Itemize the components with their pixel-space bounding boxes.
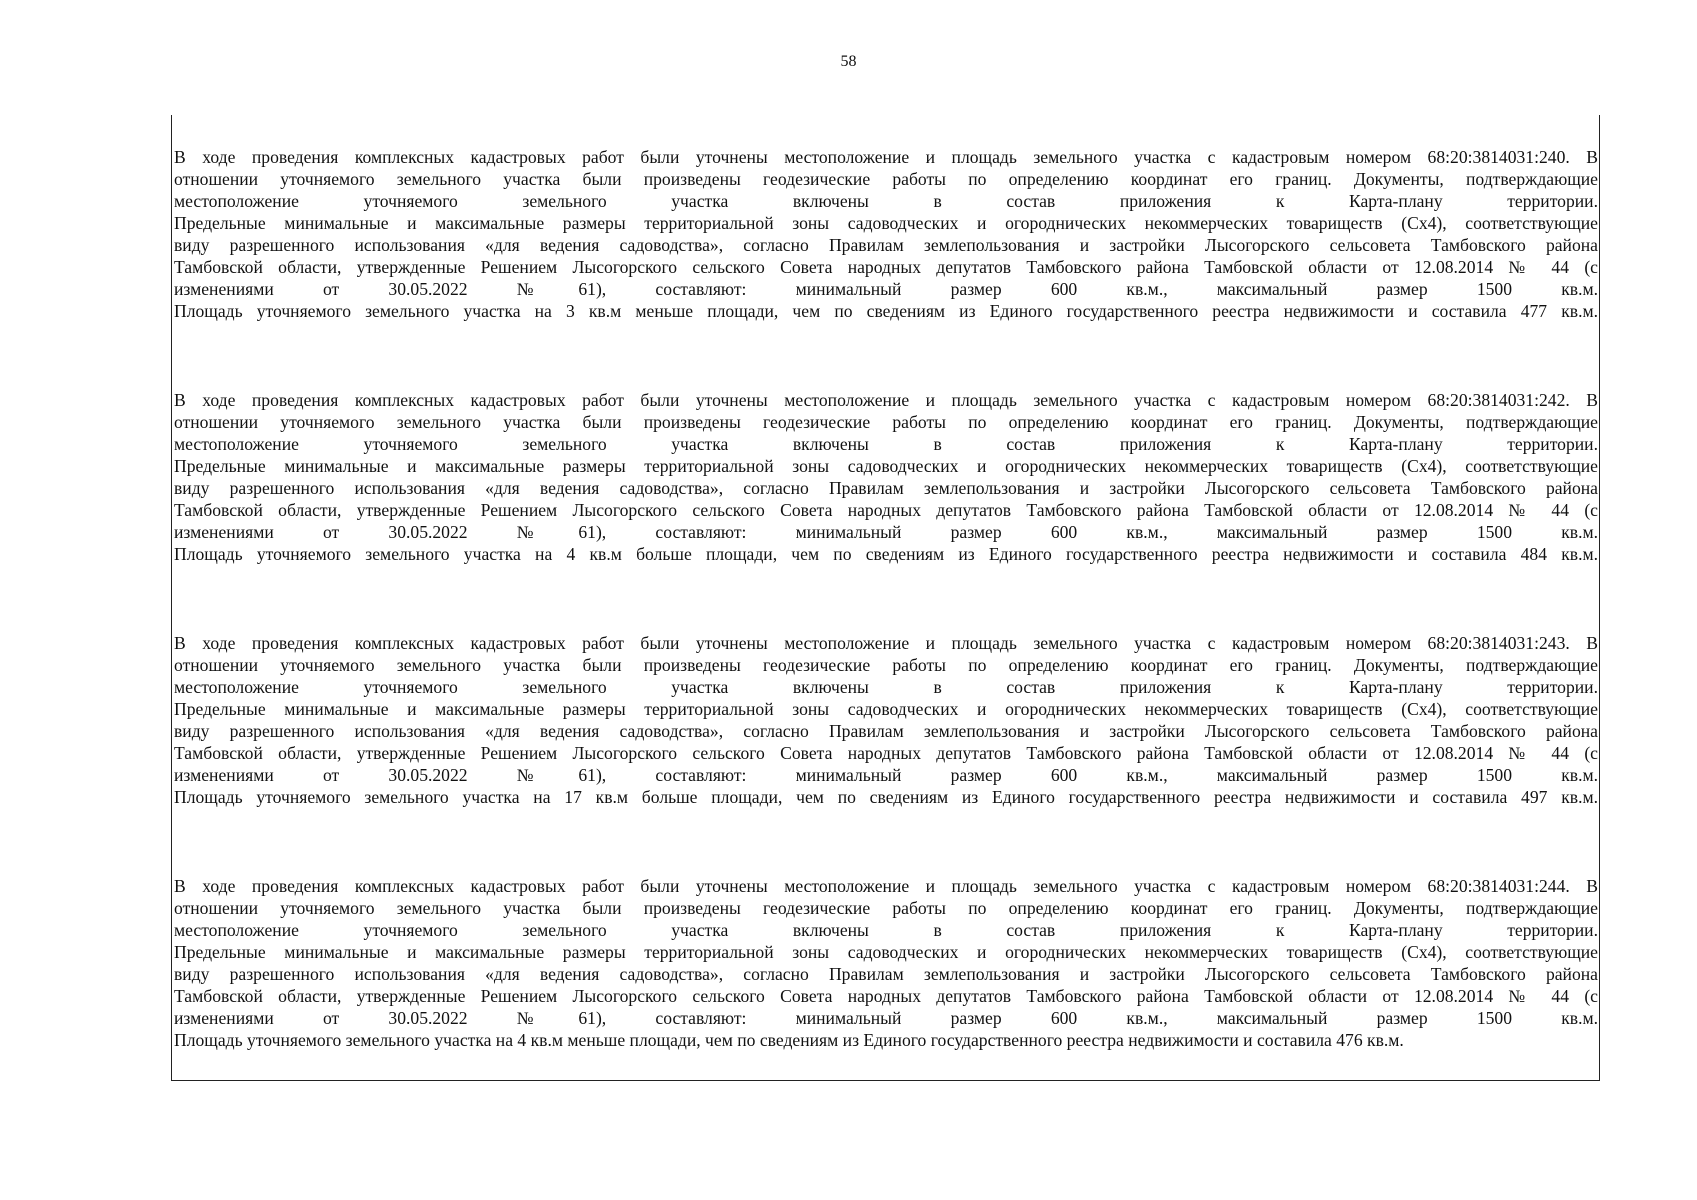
- paragraph-line: местоположение уточняемого земельного участка включены в состав приложения к Карта-плану территории.: [174, 920, 1598, 940]
- paragraph-line: отношении уточняемого земельного участка были произведены геодезические работы по определению координат его границ. Документы, подтверждающие: [174, 169, 1598, 189]
- paragraph-line: Площадь уточняемого земельного участка на 17 кв.м больше площади, чем по сведениям из Единого государственного реестра недвижимости и составила 497 кв.м.: [174, 787, 1598, 807]
- paragraph-line: отношении уточняемого земельного участка были произведены геодезические работы по определению координат его границ. Документы, подтверждающие: [174, 412, 1598, 432]
- paragraph-line: виду разрешенного использования «для ведения садоводства», согласно Правилам землепользования и застройки Лысогорского сельсовета Тамбовского района: [174, 235, 1598, 255]
- paragraph-line: В ходе проведения комплексных кадастровых работ были уточнены местоположение и площадь земельного участка с кадастровым номером 68:20:3814031:243. В: [174, 633, 1598, 653]
- page-number: 58: [840, 53, 857, 70]
- paragraph-line: В ходе проведения комплексных кадастровых работ были уточнены местоположение и площадь земельного участка с кадастровым номером 68:20:3814031:242. В: [174, 390, 1598, 410]
- paragraph-line: Тамбовской области, утвержденные Решением Лысогорского сельского Совета народных депутатов Тамбовского района Тамбовской области от 12.08.2014 № 44 (с: [174, 986, 1598, 1006]
- paragraph-line: виду разрешенного использования «для ведения садоводства», согласно Правилам землепользования и застройки Лысогорского сельсовета Тамбовского района: [174, 721, 1598, 741]
- paragraph-line: отношении уточняемого земельного участка были произведены геодезические работы по определению координат его границ. Документы, подтверждающие: [174, 655, 1598, 675]
- paragraph-line: отношении уточняемого земельного участка были произведены геодезические работы по определению координат его границ. Документы, подтверждающие: [174, 898, 1598, 918]
- paragraph-line: виду разрешенного использования «для ведения садоводства», согласно Правилам землепользования и застройки Лысогорского сельсовета Тамбовского района: [174, 478, 1598, 498]
- paragraph-parcel-243: [174, 632, 1598, 808]
- paragraph-line: Тамбовской области, утвержденные Решением Лысогорского сельского Совета народных депутатов Тамбовского района Тамбовской области от 12.08.2014 № 44 (с: [174, 500, 1598, 520]
- paragraph-line: Тамбовской области, утвержденные Решением Лысогорского сельского Совета народных депутатов Тамбовского района Тамбовской области от 12.08.2014 № 44 (с: [174, 257, 1598, 277]
- content-frame: [171, 115, 1600, 1081]
- paragraph-line: изменениями от 30.05.2022 №61), составляют: минимальный размер 600 кв.м., максимальный размер 1500 кв.м.: [174, 522, 1598, 542]
- paragraph-line: Площадь уточняемого земельного участка на 4 кв.м меньше площади, чем по сведениям из Единого государственного реестра недвижимости и составила 476 кв.м.: [174, 1030, 1404, 1050]
- paragraph-line: изменениями от 30.05.2022 №61), составляют: минимальный размер 600 кв.м., максимальный размер 1500 кв.м.: [174, 1008, 1598, 1028]
- paragraph-parcel-240: [174, 146, 1598, 322]
- paragraph-line: местоположение уточняемого земельного участка включены в состав приложения к Карта-плану территории.: [174, 434, 1598, 454]
- paragraph-line: Предельные минимальные и максимальные размеры территориальной зоны садоводческих и огороднических некоммерческих товариществ (Сх4), соответствующие: [174, 456, 1598, 476]
- paragraph-line: Площадь уточняемого земельного участка на 4 кв.м больше площади, чем по сведениям из Единого государственного реестра недвижимости и составила 484 кв.м.: [174, 544, 1598, 564]
- paragraph-line: изменениями от 30.05.2022 №61), составляют: минимальный размер 600 кв.м., максимальный размер 1500 кв.м.: [174, 765, 1598, 785]
- paragraph-line: местоположение уточняемого земельного участка включены в состав приложения к Карта-плану территории.: [174, 677, 1598, 697]
- paragraph-line: Площадь уточняемого земельного участка на 3 кв.м меньше площади, чем по сведениям из Единого государственного реестра недвижимости и составила 477 кв.м.: [174, 301, 1598, 321]
- paragraph-line: Предельные минимальные и максимальные размеры территориальной зоны садоводческих и огороднических некоммерческих товариществ (Сх4), соответствующие: [174, 213, 1598, 233]
- paragraph-line: местоположение уточняемого земельного участка включены в состав приложения к Карта-плану территории.: [174, 191, 1598, 211]
- paragraph-line: В ходе проведения комплексных кадастровых работ были уточнены местоположение и площадь земельного участка с кадастровым номером 68:20:3814031:240. В: [174, 147, 1598, 167]
- paragraph-line: Предельные минимальные и максимальные размеры территориальной зоны садоводческих и огороднических некоммерческих товариществ (Сх4), соответствующие: [174, 699, 1598, 719]
- paragraph-parcel-242: [174, 389, 1598, 565]
- paragraph-line: изменениями от 30.05.2022 №61), составляют: минимальный размер 600 кв.м., максимальный размер 1500 кв.м.: [174, 279, 1598, 299]
- paragraph-line: виду разрешенного использования «для ведения садоводства», согласно Правилам землепользования и застройки Лысогорского сельсовета Тамбовского района: [174, 964, 1598, 984]
- paragraph-parcel-244: [174, 875, 1598, 1051]
- paragraph-line: В ходе проведения комплексных кадастровых работ были уточнены местоположение и площадь земельного участка с кадастровым номером 68:20:3814031:244. В: [174, 876, 1598, 896]
- paragraph-line: Предельные минимальные и максимальные размеры территориальной зоны садоводческих и огороднических некоммерческих товариществ (Сх4), соответствующие: [174, 942, 1598, 962]
- paragraph-line: Тамбовской области, утвержденные Решением Лысогорского сельского Совета народных депутатов Тамбовского района Тамбовской области от 12.08.2014 № 44 (с: [174, 743, 1598, 763]
